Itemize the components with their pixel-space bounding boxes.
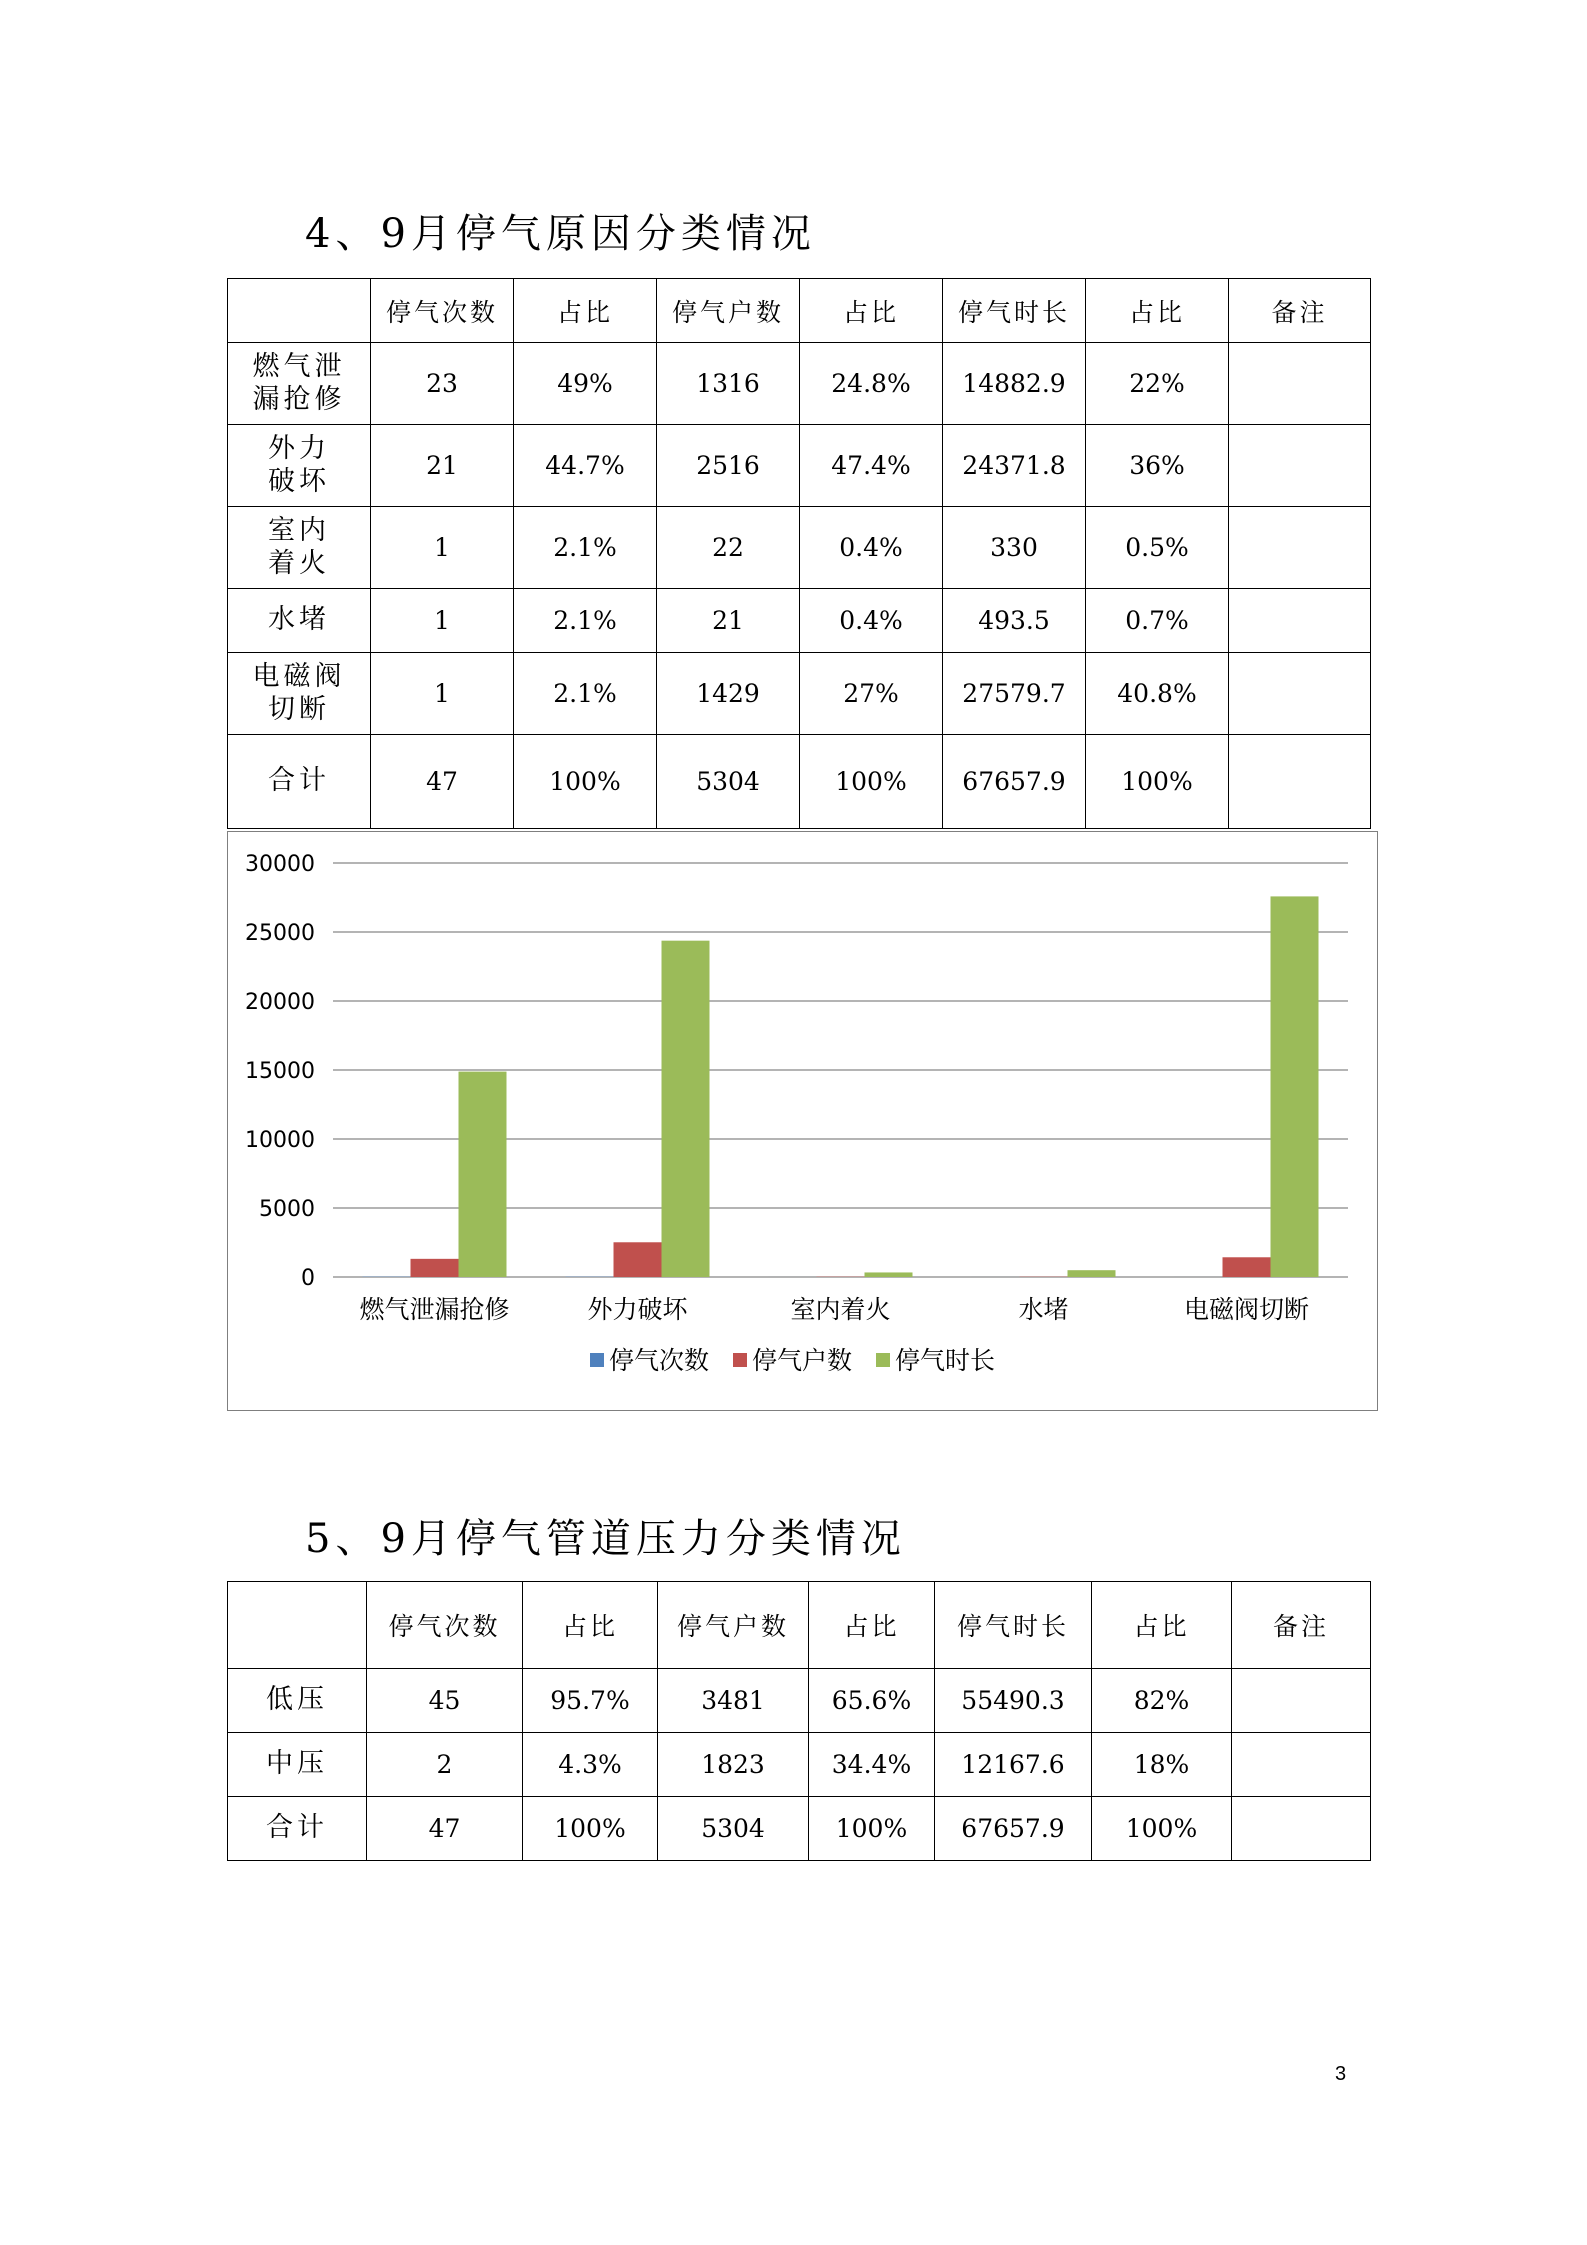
table-cell [1232, 1669, 1371, 1733]
table-header-row [228, 279, 1371, 343]
bar-chart-canvas [228, 832, 1377, 1410]
table-cell: 1316 [657, 343, 800, 425]
table-cell: 100% [514, 735, 657, 829]
table-cell: 5304 [658, 1797, 809, 1861]
table-cell [1229, 735, 1371, 829]
bar [1271, 896, 1319, 1277]
table-cell [1232, 1733, 1371, 1797]
legend-label: 停气次数 [609, 1346, 710, 1375]
table-total-row [228, 1797, 1371, 1861]
y-tick-label: 5000 [259, 1197, 315, 1222]
table-cell [1229, 653, 1371, 735]
table-cell: 4.3% [523, 1733, 658, 1797]
table-cell: 12167.6 [935, 1733, 1092, 1797]
table-cell: 21 [371, 425, 514, 507]
table-cell: 1429 [657, 653, 800, 735]
table-cell: 34.4% [809, 1733, 935, 1797]
table-cell: 100% [523, 1797, 658, 1861]
outage-cause-chart [227, 831, 1378, 1411]
table-total-row [228, 735, 1371, 829]
row-label: 低压 [228, 1669, 367, 1733]
table-cell: 65.6% [809, 1669, 935, 1733]
y-tick-label: 20000 [245, 990, 315, 1015]
table-cell: 24.8% [800, 343, 943, 425]
table-cell: 2.1% [514, 507, 657, 589]
header-duration: 停气时长 [935, 1582, 1092, 1669]
row-label: 合计 [228, 735, 371, 829]
table-cell: 3481 [658, 1669, 809, 1733]
legend-swatch [733, 1353, 747, 1367]
table-cell: 493.5 [943, 589, 1086, 653]
table-cell: 47 [367, 1797, 523, 1861]
y-tick-label: 30000 [245, 852, 315, 877]
x-category-label: 电磁阀切断 [1183, 1295, 1310, 1324]
row-label: 中压 [228, 1733, 367, 1797]
header-ratio: 占比 [514, 279, 657, 343]
y-tick-label: 10000 [245, 1128, 315, 1153]
x-category-label: 水堵 [1018, 1295, 1069, 1324]
bar [865, 1272, 913, 1277]
section5-title: 5、9月停气管道压力分类情况 [305, 1516, 906, 1562]
bar [459, 1072, 507, 1277]
table-cell: 47 [371, 735, 514, 829]
table-cell: 24371.8 [943, 425, 1086, 507]
table-cell: 36% [1086, 425, 1229, 507]
table-cell: 67657.9 [943, 735, 1086, 829]
legend-label: 停气户数 [752, 1346, 853, 1375]
bar [1223, 1257, 1271, 1277]
table-row [228, 1733, 1371, 1797]
header-ratio: 占比 [809, 1582, 935, 1669]
y-tick-label: 15000 [245, 1059, 315, 1084]
table-cell: 330 [943, 507, 1086, 589]
table-row [228, 425, 1371, 507]
table-cell: 2.1% [514, 653, 657, 735]
row-label: 电磁阀切断 [228, 653, 371, 735]
table-cell: 21 [657, 589, 800, 653]
table-cell: 1823 [658, 1733, 809, 1797]
table-cell: 2.1% [514, 589, 657, 653]
table-cell: 67657.9 [935, 1797, 1092, 1861]
table-cell: 2 [367, 1733, 523, 1797]
row-label: 燃气泄漏抢修 [228, 343, 371, 425]
table-cell: 95.7% [523, 1669, 658, 1733]
table-row [228, 653, 1371, 735]
bar [411, 1259, 459, 1277]
header-households: 停气户数 [658, 1582, 809, 1669]
page-number: 3 [1335, 2063, 1347, 2085]
table-cell: 0.5% [1086, 507, 1229, 589]
pipeline-pressure-table [227, 1581, 1371, 1861]
table-cell: 1 [371, 589, 514, 653]
header-ratio: 占比 [523, 1582, 658, 1669]
table-cell: 2516 [657, 425, 800, 507]
table-cell: 100% [1092, 1797, 1232, 1861]
table-cell: 44.7% [514, 425, 657, 507]
table-cell: 40.8% [1086, 653, 1229, 735]
legend-swatch [590, 1353, 604, 1367]
table-cell: 0.4% [800, 507, 943, 589]
header-ratio: 占比 [1086, 279, 1229, 343]
table-cell: 100% [800, 735, 943, 829]
table-cell: 0.4% [800, 589, 943, 653]
table-cell [1229, 589, 1371, 653]
table-cell [1229, 343, 1371, 425]
bar [662, 941, 710, 1277]
header-corner [228, 279, 371, 343]
table-row [228, 1669, 1371, 1733]
table-cell: 45 [367, 1669, 523, 1733]
y-tick-label: 25000 [245, 921, 315, 946]
table-cell: 82% [1092, 1669, 1232, 1733]
table-row [228, 589, 1371, 653]
table-cell: 100% [1086, 735, 1229, 829]
row-label: 外力破坏 [228, 425, 371, 507]
legend-label: 停气时长 [895, 1346, 996, 1375]
x-category-label: 燃气泄漏抢修 [359, 1295, 510, 1324]
table-row [228, 507, 1371, 589]
table-cell [1229, 507, 1371, 589]
header-ratio: 占比 [1092, 1582, 1232, 1669]
bar [614, 1242, 662, 1277]
y-tick-label: 0 [301, 1266, 315, 1291]
outage-cause-table [227, 278, 1371, 829]
row-label: 室内着火 [228, 507, 371, 589]
table-row [228, 343, 1371, 425]
table-cell: 23 [371, 343, 514, 425]
header-duration: 停气时长 [943, 279, 1086, 343]
table-cell: 5304 [657, 735, 800, 829]
table-cell: 27579.7 [943, 653, 1086, 735]
table-cell [1229, 425, 1371, 507]
legend-swatch [876, 1353, 890, 1367]
table-cell: 49% [514, 343, 657, 425]
row-label: 水堵 [228, 589, 371, 653]
table-cell: 47.4% [800, 425, 943, 507]
table-cell: 55490.3 [935, 1669, 1092, 1733]
table-cell: 27% [800, 653, 943, 735]
x-category-label: 外力破坏 [587, 1295, 688, 1324]
header-outage-count: 停气次数 [371, 279, 514, 343]
table-cell [1232, 1797, 1371, 1861]
table-cell: 1 [371, 653, 514, 735]
table-cell: 0.7% [1086, 589, 1229, 653]
section4-title: 4、9月停气原因分类情况 [305, 211, 816, 257]
header-ratio: 占比 [800, 279, 943, 343]
x-category-label: 室内着火 [790, 1295, 891, 1324]
table-cell: 14882.9 [943, 343, 1086, 425]
table-cell: 22 [657, 507, 800, 589]
table-cell: 100% [809, 1797, 935, 1861]
table-cell: 1 [371, 507, 514, 589]
table-header-row [228, 1582, 1371, 1669]
row-label: 合计 [228, 1797, 367, 1861]
bar [1068, 1270, 1116, 1277]
header-remarks: 备注 [1229, 279, 1371, 343]
header-corner [228, 1582, 367, 1669]
table-cell: 22% [1086, 343, 1229, 425]
header-remarks: 备注 [1232, 1582, 1371, 1669]
header-outage-count: 停气次数 [367, 1582, 523, 1669]
table-cell: 18% [1092, 1733, 1232, 1797]
header-households: 停气户数 [657, 279, 800, 343]
